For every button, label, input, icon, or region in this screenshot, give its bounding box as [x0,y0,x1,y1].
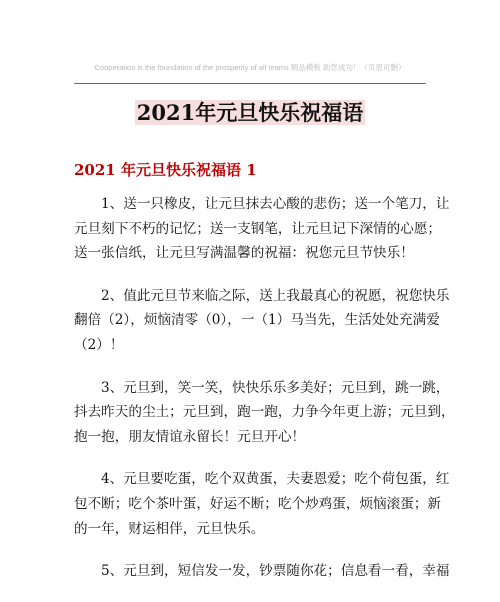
paragraph-4 [74,467,450,541]
paragraph-2 [74,284,450,358]
paragraph-line: 元旦刻下不朽的记忆；送一支钢笔，让元旦记下深情的心愿； [74,220,442,237]
paragraph-line: 5、元旦到，短信发一发，钞票随你花；信息看一看，幸福 [101,563,450,580]
paragraph-line: 4、元旦要吃蛋，吃个双黄蛋，夫妻恩爱；吃个荷包蛋，红 [101,471,450,488]
paragraph-1 [74,192,450,266]
paragraph-line: 送一张信纸，让元旦写满温馨的祝福：祝您元旦节快乐！ [74,245,414,262]
section-heading: 2021 年元旦快乐祝福语 1 [74,161,257,179]
paragraph-3 [74,376,455,450]
paragraph-line: 1、送一只橡皮，让元旦抹去心酸的悲伤；送一个笔刀，让 [101,196,450,212]
document-body [74,192,455,602]
paragraph-line: 抱一抱，朋友情谊永留长！元旦开心！ [74,428,306,445]
paragraph-line: 的一年，财运相伴，元旦快乐。 [74,520,265,537]
paragraph-line: 翻倍（2），烦恼清零（0），一（1）马当先，生活处处充满爱 [74,312,440,329]
paragraph-5 [74,559,450,584]
paragraph-line: 抖去昨天的尘土；元旦到，跑一跑，力争今年更上游；元旦到， [74,404,455,421]
paragraph-line: 2、值此元旦节来临之际，送上我最真心的祝愿，祝您快乐 [101,287,450,304]
page-header-note: Cooperation is the foundation of the prosperity of all teams 精品模板 助您成功！（页眉可删） [94,63,406,72]
paragraph-line: 3、元旦到，笑一笑，快快乐乐多美好；元旦到，跳一跳， [101,379,450,396]
document-title [0,97,500,129]
paragraph-line: 包不断；吃个茶叶蛋，好运不断；吃个炒鸡蛋，烦恼滚蛋；新 [74,495,442,512]
header-divider [74,83,426,84]
document-title-text: 2021年元旦快乐祝福语 [136,100,364,125]
paragraph-line: （2）！ [74,336,124,353]
